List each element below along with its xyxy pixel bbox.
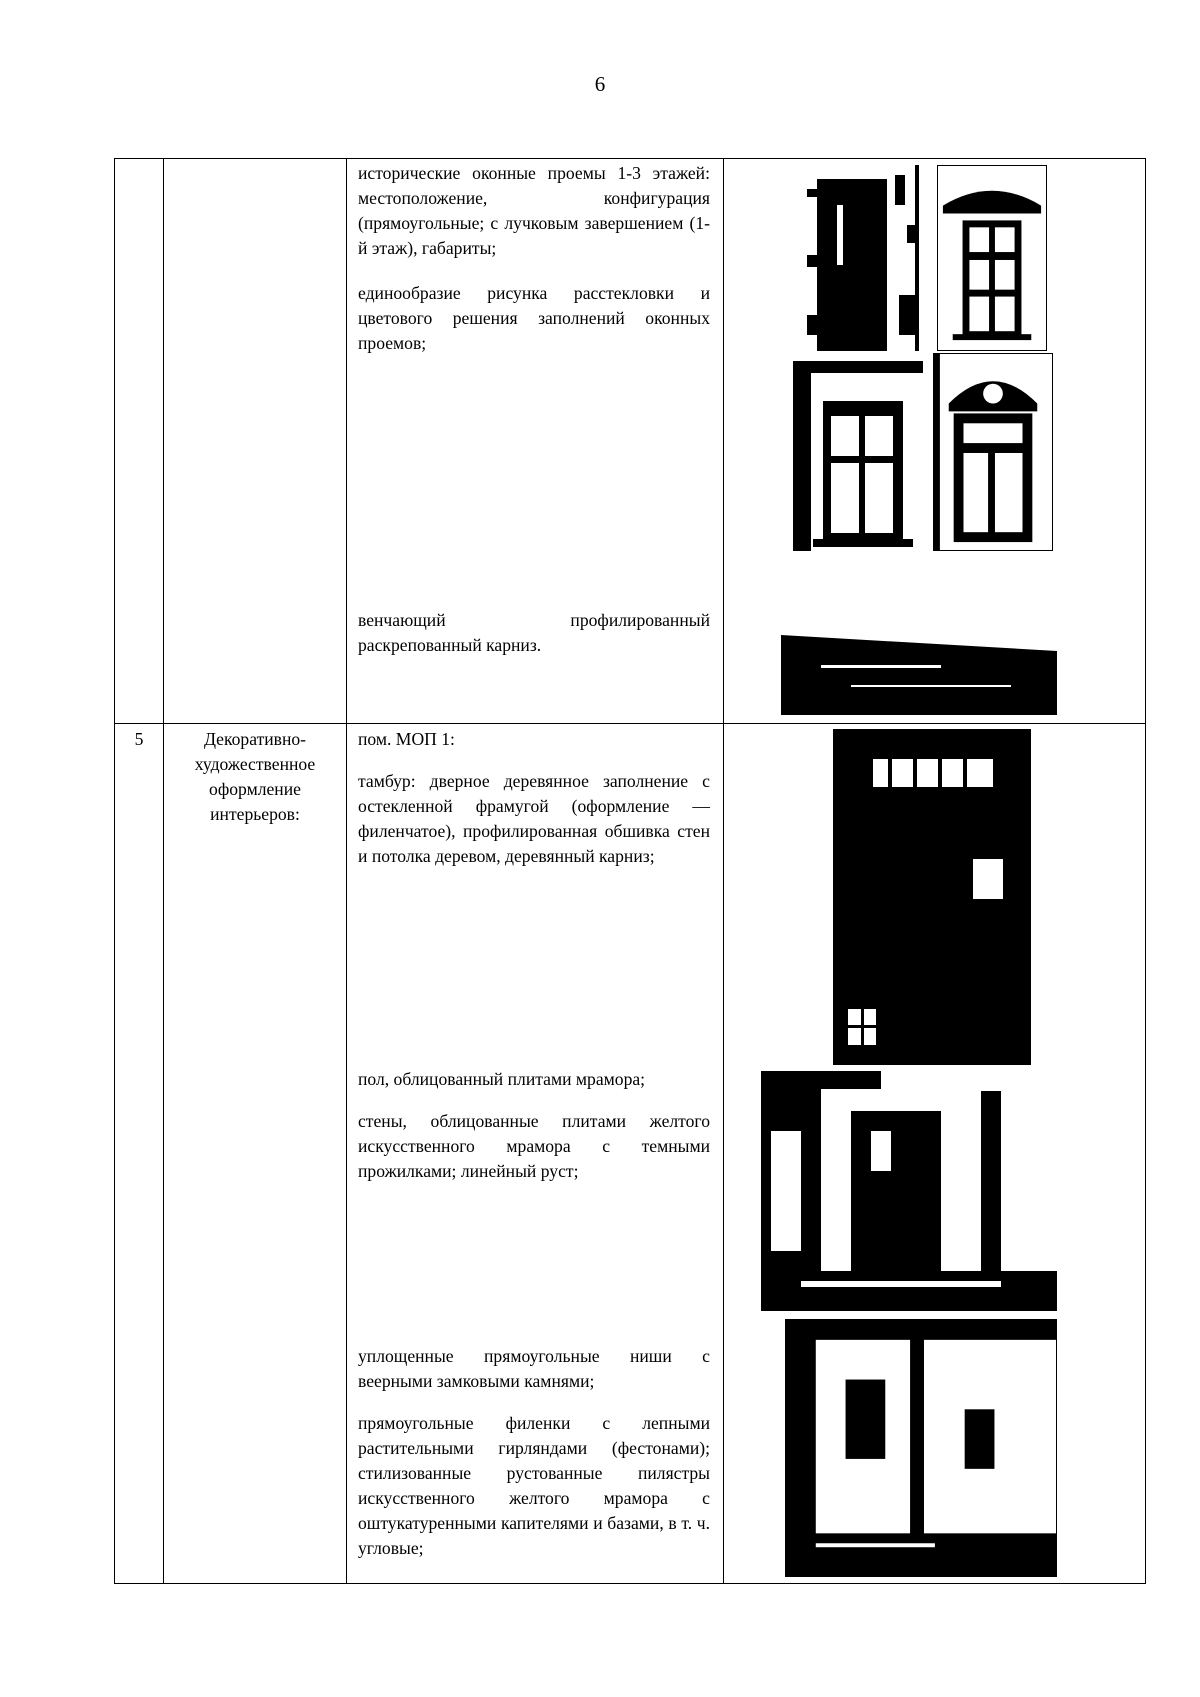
vestibule-photo [833, 729, 1031, 1065]
row2-para-floor: пол, облицованный плитами мрамора; [358, 1069, 646, 1089]
row2-name: Декоративно-художественное оформление интерьеров: [194, 729, 316, 824]
row2-para-room: пом. МОП 1: [358, 729, 455, 749]
cornice-photo [781, 615, 1057, 715]
row2-para-panels: прямоугольные филенки с лепными растительными гирляндами (фестонами); стилизованные рустованные пилястры искусственного желтого мрамора с оштукатуренными капителями и базами, в т. ч. угловые; [358, 1413, 710, 1558]
column-divider [163, 159, 164, 1583]
row2-number: 5 [134, 729, 144, 749]
heritage-table [114, 158, 1146, 1584]
window-photo-3 [793, 361, 923, 551]
marble-hall-photo [761, 1071, 1057, 1311]
window-photo-1 [807, 165, 927, 351]
row1-para-windows: исторические оконные проемы 1-3 этажей: местоположение, конфигурация (прямоугольные; с лучковым завершением (1-й этаж), габариты; [358, 163, 710, 258]
row-divider [115, 723, 1145, 724]
row2-para-vestibule: тамбур: дверное деревянное заполнение с остекленной фрамугой (оформление — филенчатое), профилированная обшивка стен и потолка деревом, деревянный карниз; [358, 771, 710, 866]
page-number: 6 [594, 72, 606, 96]
niche-photo [785, 1319, 1057, 1577]
column-divider [723, 159, 724, 1583]
row2-para-walls: стены, облицованные плитами желтого искусственного мрамора с темными прожилками; линейный руст; [358, 1111, 710, 1181]
column-divider [346, 159, 347, 1583]
window-photo-4 [933, 353, 1053, 551]
row1-para-cornice: венчающий профилированный раскрепованный карниз. [358, 610, 710, 655]
row1-para-glazing: единообразие рисунка расстекловки и цветового решения заполнений оконных проемов; [358, 283, 710, 353]
row2-para-niches: уплощенные прямоугольные ниши с веерными замковыми камнями; [358, 1346, 710, 1391]
window-photo-2 [937, 165, 1047, 351]
